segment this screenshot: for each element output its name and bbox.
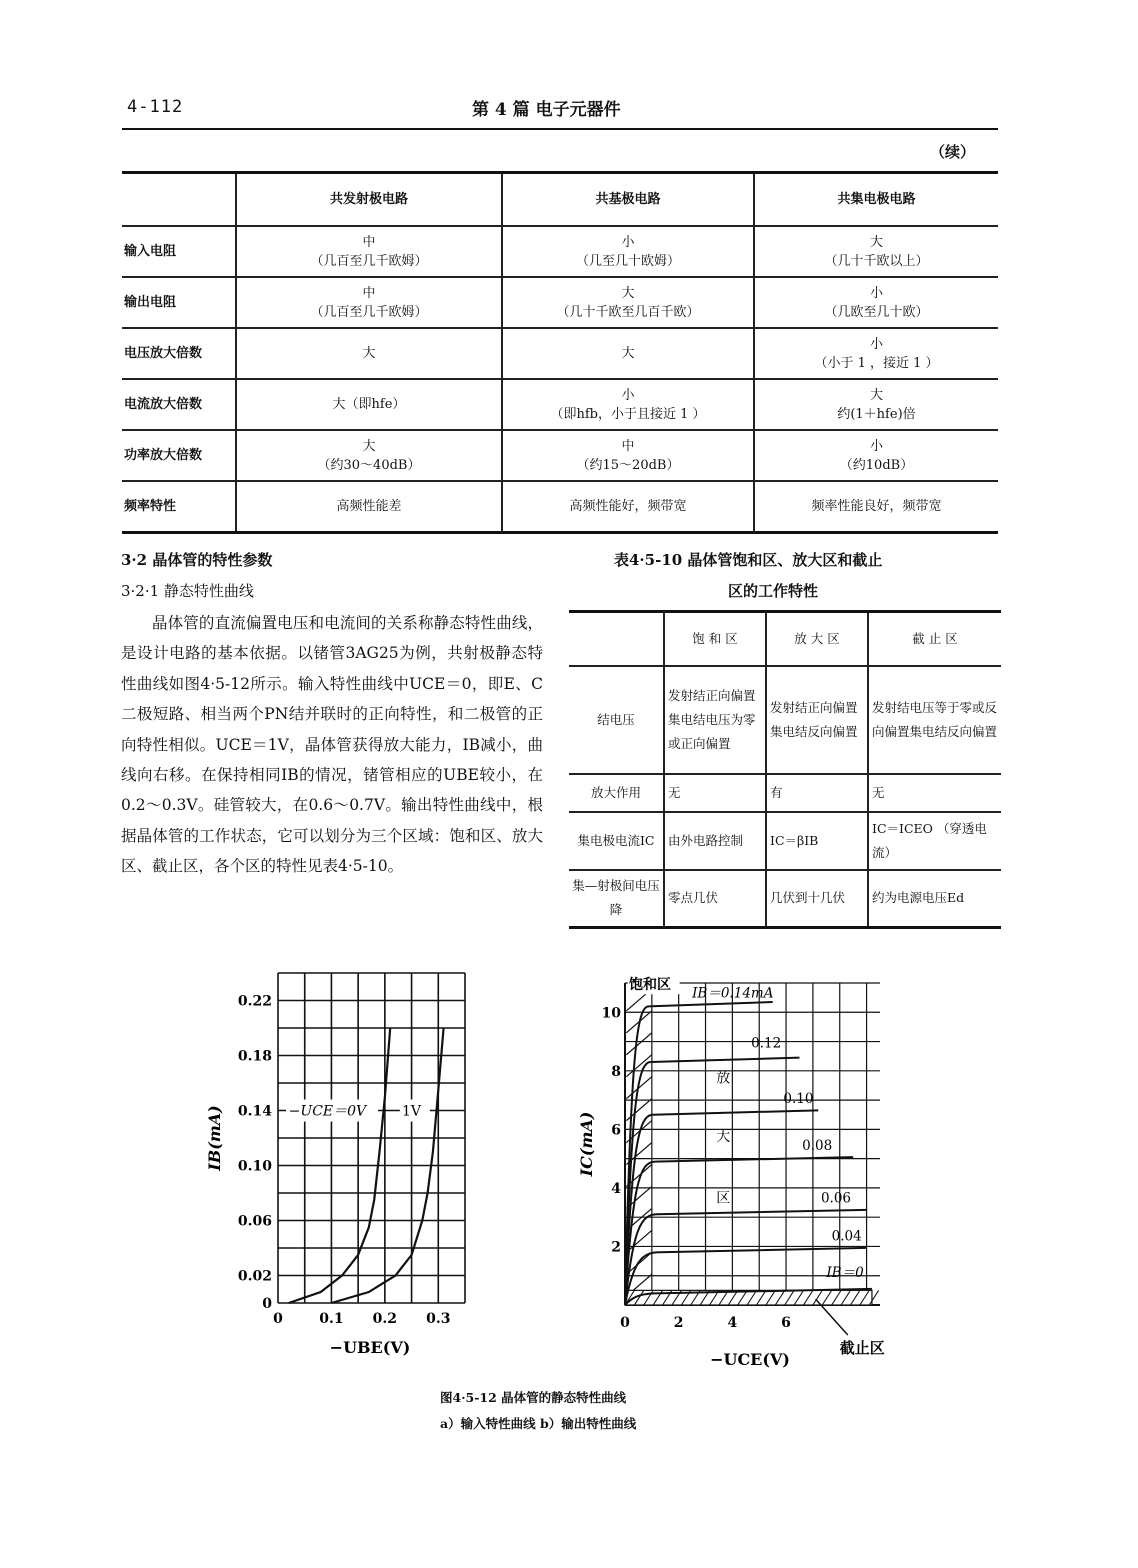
table-cell: 大 （几十千欧至几百千欧） <box>502 277 754 328</box>
header-rule <box>122 128 998 130</box>
annotation-cutoff: 截止区 <box>839 1339 885 1357</box>
x-tick-label: 0.3 <box>426 1311 451 1327</box>
row-label: 集电极电流IC <box>569 812 664 870</box>
table-cell: 约为电源电压Ed <box>868 870 1001 928</box>
series-label: 0.06 <box>820 1190 852 1207</box>
table-cell: 高频性能差 <box>236 481 502 532</box>
annotation-amplify: 放 <box>716 1070 731 1087</box>
input-characteristic-chart <box>190 965 490 1365</box>
row-label: 输入电阻 <box>122 226 236 277</box>
y-axis-label: IB(mA) <box>205 1105 224 1171</box>
y-tick-label: 0.06 <box>237 1213 272 1230</box>
x-axis-label: −UCE(V) <box>710 1350 790 1369</box>
table-row <box>122 328 998 379</box>
y-tick-label: 0 <box>262 1296 272 1312</box>
series-label: 0.08 <box>802 1137 833 1154</box>
x-tick-label: 2 <box>673 1315 684 1331</box>
table-cell: 发射结正向偏置集电结反向偏置 <box>766 666 868 774</box>
table-row <box>569 774 1001 812</box>
row-label: 输出电阻 <box>122 277 236 328</box>
table-cell: 大 （约30～40dB） <box>236 430 502 481</box>
table-corner <box>122 173 236 227</box>
table-cell: 小 （即hfb，小于且接近 1 ） <box>502 379 754 430</box>
table-cell: 小 （小于 1 ，接近 1 ） <box>754 328 998 379</box>
table-row <box>569 812 1001 870</box>
table2-caption: 表4·5-10 晶体管饱和区、放大区和截止 <box>614 551 883 569</box>
x-tick-label: 6 <box>781 1315 791 1331</box>
annotation-saturation: 饱和区 <box>629 976 672 993</box>
table-cell: 发射结电压等于零或反向偏置集电结反向偏置 <box>868 666 1001 774</box>
circuit-comparison-table <box>122 171 998 534</box>
table-cell: 中 （约15～20dB） <box>502 430 754 481</box>
x-tick-label: 4 <box>727 1315 738 1331</box>
y-tick-label: 0.10 <box>237 1158 272 1175</box>
table-cell: 大 <box>502 328 754 379</box>
y-tick-label: 0.18 <box>237 1048 272 1065</box>
y-tick-label: 10 <box>601 1005 621 1022</box>
table-cell: 无 <box>664 774 766 812</box>
row-label: 放大作用 <box>569 774 664 812</box>
table-cell: IC＝ICEO （穿透电流） <box>868 812 1001 870</box>
row-label: 功率放大倍数 <box>122 430 236 481</box>
table-row <box>122 379 998 430</box>
y-axis-label: IC(mA) <box>577 1111 596 1177</box>
series-label: 0.10 <box>783 1091 814 1108</box>
row-label: 电压放大倍数 <box>122 328 236 379</box>
column-header: 截 止 区 <box>868 612 1001 666</box>
series-label: 0.12 <box>751 1035 782 1052</box>
series-label: IB＝0 <box>826 1265 864 1282</box>
table-cell: 高频性能好，频带宽 <box>502 481 754 532</box>
column-header: 共发射极电路 <box>236 173 502 227</box>
series-line <box>625 1058 799 1305</box>
x-tick-label: 0 <box>273 1311 283 1327</box>
figure-subcaption: a）输入特性曲线 b）输出特性曲线 <box>440 1416 637 1431</box>
y-tick-label: 0.14 <box>237 1103 272 1120</box>
table-corner <box>569 612 664 666</box>
section-heading: 3·2 晶体管的特性参数 <box>121 551 273 569</box>
table-row <box>122 277 998 328</box>
table-cell: 中 （几百至几千欧姆） <box>236 226 502 277</box>
table-cell: 小 （约10dB） <box>754 430 998 481</box>
continued-label: （续） <box>930 143 976 161</box>
column-header: 共集电极电路 <box>754 173 998 227</box>
row-label: 结电压 <box>569 666 664 774</box>
y-tick-label: 8 <box>611 1063 621 1080</box>
row-label: 频率特性 <box>122 481 236 532</box>
x-axis-label: −UBE(V) <box>329 1338 411 1357</box>
table-header-row <box>569 612 1001 666</box>
table-cell: 大 （几十千欧以上） <box>754 226 998 277</box>
column-header: 放 大 区 <box>766 612 868 666</box>
table-cell: IC＝βIB <box>766 812 868 870</box>
table-header-row <box>122 173 998 227</box>
saturation-hatch <box>626 1055 652 1077</box>
y-tick-label: 6 <box>611 1122 621 1139</box>
table-cell: 中 （几百至几千欧姆） <box>236 277 502 328</box>
table-cell: 大（即hfe） <box>236 379 502 430</box>
column-header: 共基极电路 <box>502 173 754 227</box>
annotation-amplify: 大 <box>716 1129 731 1146</box>
x-tick-label: 0.2 <box>372 1311 398 1327</box>
table-cell: 大 约(1＋hfe)倍 <box>754 379 998 430</box>
table-row <box>122 481 998 532</box>
table-cell: 几伏到十几伏 <box>766 870 868 928</box>
y-tick-label: 0.02 <box>237 1268 272 1285</box>
figure-caption: 图4·5-12 晶体管的静态特性曲线 <box>440 1390 627 1405</box>
transistor-region-table <box>569 610 1001 929</box>
series-label: 1V <box>401 1103 421 1120</box>
page-number: 4-112 <box>127 97 184 117</box>
table-row <box>122 226 998 277</box>
series-label: −UCE＝0V <box>288 1103 367 1120</box>
table-cell: 零点几伏 <box>664 870 766 928</box>
row-label: 电流放大倍数 <box>122 379 236 430</box>
series-label: 0.04 <box>831 1228 862 1245</box>
series-label: IB＝0.14mA <box>692 985 774 1002</box>
table-cell: 由外电路控制 <box>664 812 766 870</box>
table-cell: 大 <box>236 328 502 379</box>
table-row <box>569 870 1001 928</box>
chapter-title: 第 4 篇 电子元器件 <box>472 100 621 120</box>
table2-caption-cont: 区的工作特性 <box>728 582 819 600</box>
table-cell: 小 （几欧至几十欧） <box>754 277 998 328</box>
table-cell: 小 （几至几十欧姆） <box>502 226 754 277</box>
y-tick-label: 2 <box>611 1239 621 1256</box>
table-row <box>122 430 998 481</box>
column-header: 饱 和 区 <box>664 612 766 666</box>
table-cell: 频率性能良好，频带宽 <box>754 481 998 532</box>
table-cell: 有 <box>766 774 868 812</box>
subsection-heading: 3·2·1 静态特性曲线 <box>121 582 254 600</box>
table-cell: 无 <box>868 774 1001 812</box>
x-tick-label: 0.1 <box>319 1311 344 1327</box>
x-tick-label: 0 <box>620 1315 630 1331</box>
row-label: 集—射极间电压降 <box>569 870 664 928</box>
y-tick-label: 4 <box>611 1180 621 1197</box>
saturation-hatch <box>626 1033 652 1055</box>
table-cell: 发射结正向偏置集电结电压为零或正向偏置 <box>664 666 766 774</box>
y-tick-label: 0.22 <box>237 993 272 1010</box>
output-characteristic-chart <box>570 975 910 1370</box>
annotation-amplify: 区 <box>716 1190 731 1207</box>
body-paragraph: 晶体管的直流偏置电压和电流间的关系称静态特性曲线，是设计电路的基本依据。以锗管3AG25为例，共射极静态特性曲线如图4·5-12所示。输入特性曲线中UCE＝0，即E、C二极短路、相当两个PN结并联时的正向特性，和二极管的正向特性相似。UCE＝1V，晶体管获得放大能力，IB减小，曲线向右移。在保持相同IB的情况，锗管相应的UBE较小，在0.2～0.3V。硅管较大，在0.6～0.7V。输出特性曲线中，根据晶体管的工作状态，它可以划分为三个区域：饱和区、放大区、截止区，各个区的特性见表4·5-10。 <box>121 614 543 876</box>
series-line <box>625 1157 853 1305</box>
table-row <box>569 666 1001 774</box>
